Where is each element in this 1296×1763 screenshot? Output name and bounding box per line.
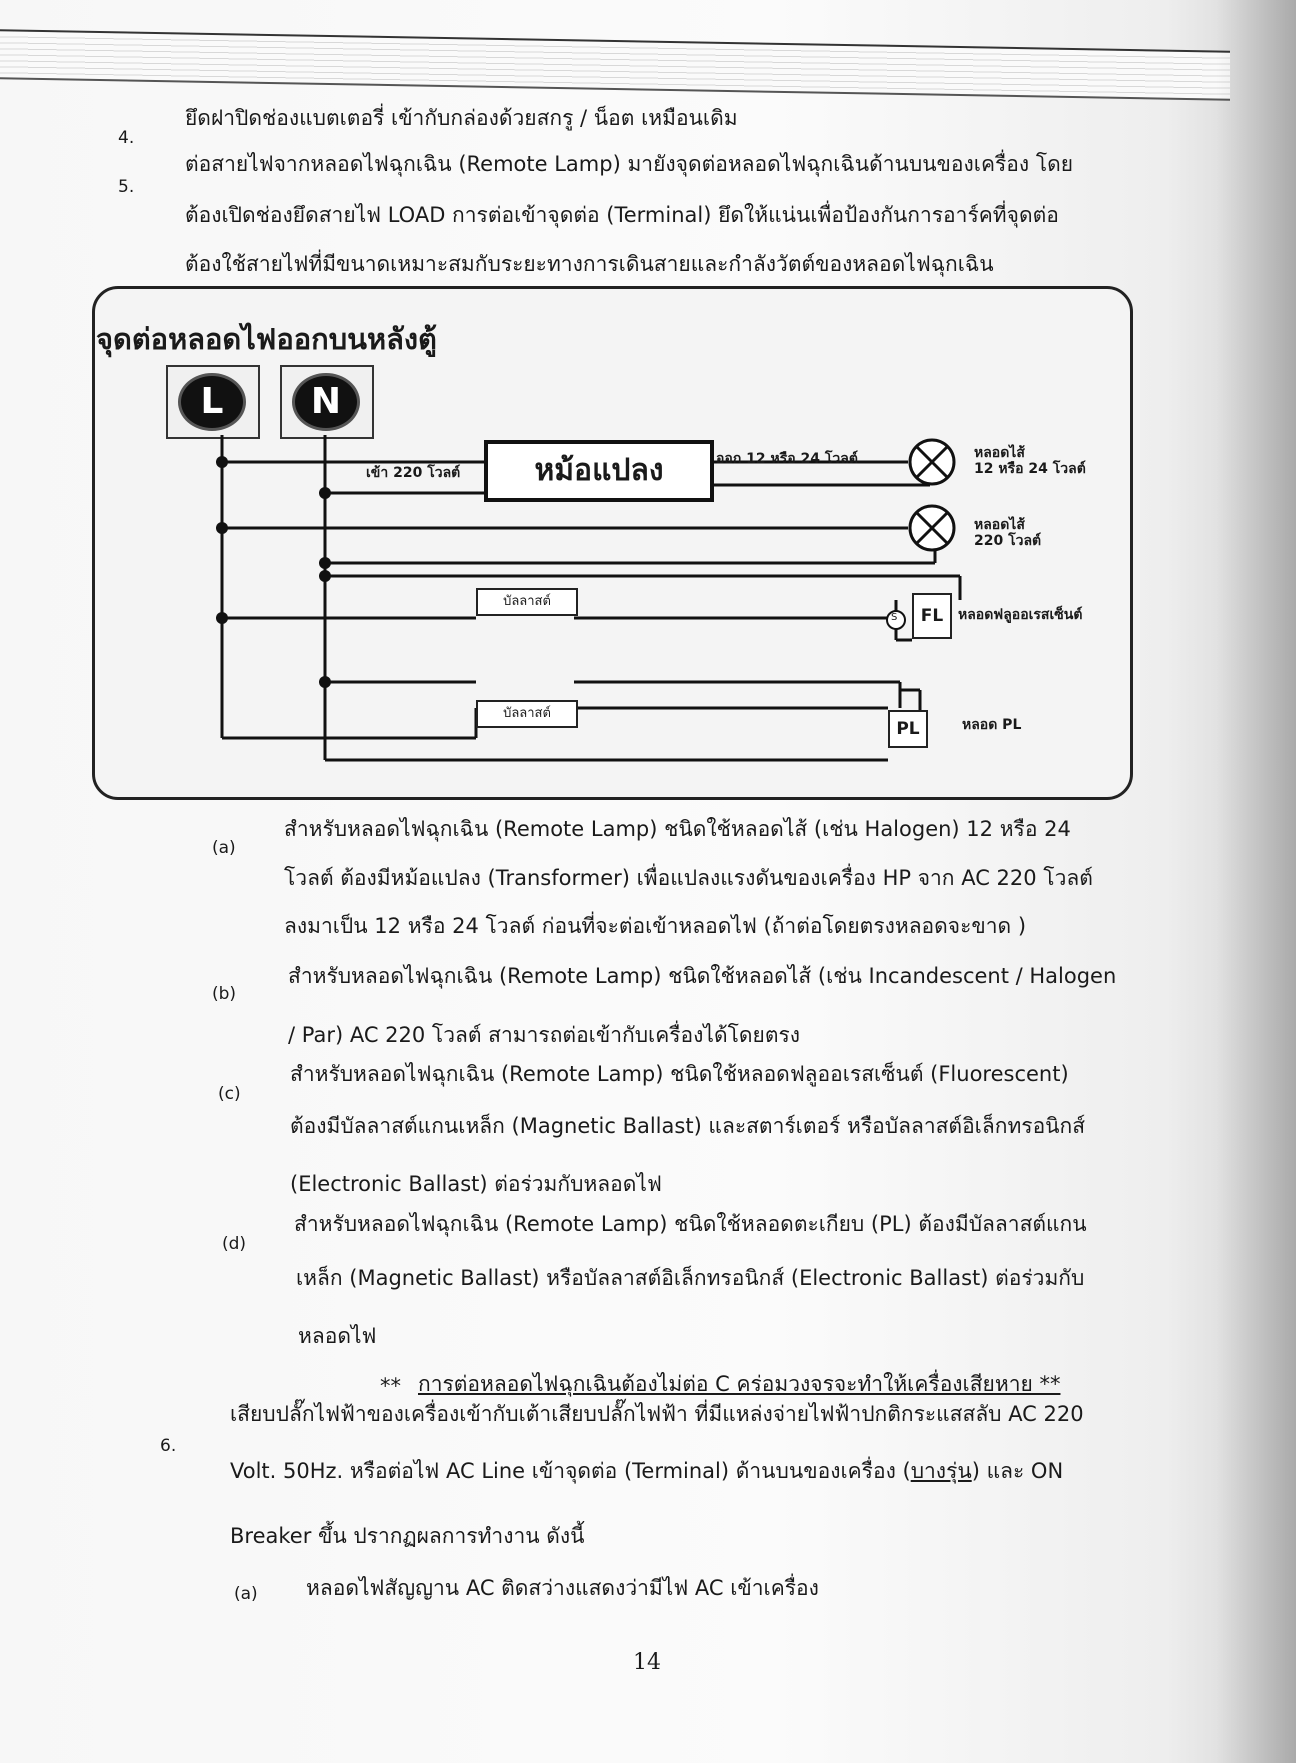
diagram-title: จุดต่อหลอดไฟออกบนหลังตู้: [96, 322, 437, 356]
step-5-number: 5.: [118, 177, 135, 197]
step-6-number: 6.: [160, 1436, 177, 1456]
step-6-line-3: Breaker ขึ้น ปรากฏผลการทำงาน ดังนี้: [230, 1524, 585, 1548]
item-b-line-1: สำหรับหลอดไฟฉุกเฉิน (Remote Lamp) ชนิดใช้หลอดไส้ (เช่น Incandescent / Halogen: [288, 964, 1117, 988]
item-a-line-3: ลงมาเป็น 12 หรือ 24 โวลต์ ก่อนที่จะต่อเข้าหลอดไฟ (ถ้าต่อโดยตรงหลอดจะขาด ): [284, 914, 1027, 938]
lamp2-label-1: หลอดไส้: [974, 517, 1025, 533]
item-b-label: (b): [212, 984, 237, 1004]
warning-prefix: **: [380, 1374, 401, 1398]
item-d-label: (d): [222, 1234, 247, 1254]
ballast-fl-box: บัลลาสต์: [476, 588, 578, 616]
item-d-line-2: เหล็ก (Magnetic Ballast) หรือบัลลาสต์อิเล็กทรอนิกส์ (Electronic Ballast) ต่อร่วมกับ: [296, 1266, 1085, 1290]
pl-lamp-box: PL: [888, 710, 928, 748]
page-number: 14: [633, 1650, 661, 1675]
input-220v-label: เข้า 220 โวลต์: [366, 465, 461, 481]
item-b-line-2: / Par) AC 220 โวลต์ สามารถต่อเข้ากับเครื่องได้โดยตรง: [288, 1023, 801, 1047]
step-6-line-1: เสียบปลั๊กไฟฟ้าของเครื่องเข้ากับเต้าเสียบปลั๊กไฟฟ้า ที่มีแหล่งจ่ายไฟฟ้าปกติกระแสสลับ AC 220: [230, 1402, 1084, 1426]
terminal-l: L: [178, 373, 246, 431]
step-5-line-1: ต่อสายไฟจากหลอดไฟฉุกเฉิน (Remote Lamp) มายังจุดต่อหลอดไฟฉุกเฉินด้านบนของเครื่อง โดย: [185, 152, 1074, 176]
item-a-line-1: สำหรับหลอดไฟฉุกเฉิน (Remote Lamp) ชนิดใช้หลอดไส้ (เช่น Halogen) 12 หรือ 24: [284, 817, 1071, 841]
warning-text: การต่อหลอดไฟฉุกเฉินต้องไม่ต่อ C คร่อมวงจรจะทำให้เครื่องเสียหาย **: [418, 1372, 1061, 1396]
output-voltage-label: ออก 12 หรือ 24 โวลต์: [716, 451, 858, 467]
step-5-line-3: ต้องใช้สายไฟที่มีขนาดเหมาะสมกับระยะทางการเดินสายและกำลังวัตต์ของหลอดไฟฉุกเฉิน: [185, 252, 994, 276]
lamp1-label-1: หลอดไส้: [974, 445, 1025, 461]
step-4-number: 4.: [118, 128, 135, 148]
transformer-box: หม้อแปลง: [484, 440, 714, 502]
pl-lamp-label: หลอด PL: [962, 717, 1022, 733]
step-6-a-text: หลอดไฟสัญญาน AC ติดสว่างแสดงว่ามีไฟ AC เข้าเครื่อง: [306, 1576, 819, 1600]
item-a-line-2: โวลต์ ต้องมีหม้อแปลง (Transformer) เพื่อแปลงแรงดันของเครื่อง HP จาก AC 220 โวลต์: [284, 866, 1093, 890]
item-c-line-2: ต้องมีบัลลาสต์แกนเหล็ก (Magnetic Ballast) และสตาร์เตอร์ หรือบัลลาสต์อิเล็กทรอนิกส์: [290, 1114, 1086, 1138]
step-6-line-2: Volt. 50Hz. หรือต่อไฟ AC Line เข้าจุดต่อ (Terminal) ด้านบนของเครื่อง (บางรุ่น) และ ON: [230, 1459, 1064, 1483]
lamp2-label-2: 220 โวลต์: [974, 533, 1042, 549]
item-d-line-1: สำหรับหลอดไฟฉุกเฉิน (Remote Lamp) ชนิดใช้หลอดตะเกียบ (PL) ต้องมีบัลลาสต์แกน: [294, 1212, 1087, 1236]
fl-lamp-box: FL: [912, 593, 952, 639]
item-c-label: (c): [218, 1084, 241, 1104]
starter-symbol: S: [891, 612, 898, 623]
ballast-pl-box: บัลลาสต์: [476, 700, 578, 728]
fl-lamp-label: หลอดฟลูออเรสเซ็นต์: [958, 607, 1083, 623]
lamp1-label-2: 12 หรือ 24 โวลต์: [974, 461, 1086, 477]
step-4-text: ยึดฝาปิดช่องแบตเตอรี่ เข้ากับกล่องด้วยสกรู / น็อต เหมือนเดิม: [185, 106, 738, 130]
item-a-label: (a): [212, 838, 236, 858]
item-d-line-3: หลอดไฟ: [298, 1324, 377, 1348]
item-c-line-1: สำหรับหลอดไฟฉุกเฉิน (Remote Lamp) ชนิดใช้หลอดฟลูออเรสเซ็นต์ (Fluorescent): [290, 1062, 1069, 1086]
terminal-n: N: [292, 373, 360, 431]
step-6-a-label: (a): [234, 1584, 258, 1604]
item-c-line-3: (Electronic Ballast) ต่อร่วมกับหลอดไฟ: [290, 1172, 662, 1196]
step-5-line-2: ต้องเปิดช่องยึดสายไฟ LOAD การต่อเข้าจุดต่อ (Terminal) ยึดให้แน่นเพื่อป้องกันการอาร์คที่จุดต่อ: [185, 203, 1059, 227]
